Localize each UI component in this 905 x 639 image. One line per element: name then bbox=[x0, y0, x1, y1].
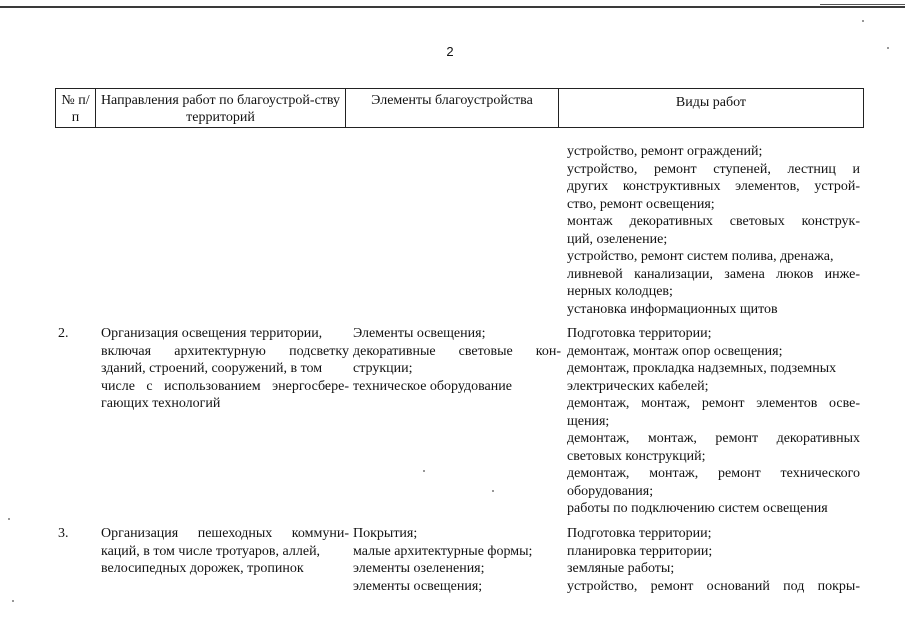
top-border-line bbox=[0, 6, 905, 8]
text-line: декоративные световые кон- bbox=[353, 343, 561, 359]
text-line: демонтаж, монтаж опор освещения; bbox=[567, 343, 783, 359]
text-line: световых конструкций; bbox=[567, 448, 706, 464]
row-3-direction bbox=[101, 525, 349, 578]
text-line: велосипедных дорожек, тропинок bbox=[101, 561, 304, 576]
text-line: демонтаж, монтаж, ремонт декоративных bbox=[567, 431, 860, 446]
row-2-works bbox=[567, 325, 860, 518]
text-line: устройство, ремонт систем полива, дренажа, bbox=[567, 249, 834, 264]
header-works bbox=[559, 89, 864, 128]
scan-speck bbox=[862, 20, 864, 22]
text-line: земляные работы; bbox=[567, 561, 675, 576]
scan-speck bbox=[8, 518, 10, 520]
row-2-number: 2. bbox=[58, 326, 69, 341]
text-line: устройство, ремонт ступеней, лестниц и bbox=[567, 161, 860, 177]
text-line: ций, озеленение; bbox=[567, 231, 668, 247]
text-line: струкции; bbox=[353, 361, 413, 376]
scan-speck bbox=[887, 47, 889, 49]
scan-speck bbox=[12, 600, 14, 602]
text-line: зданий, строений, сооружений, в том bbox=[101, 361, 323, 376]
text-line: Покрытия; bbox=[353, 526, 418, 541]
text-line: электрических кабелей; bbox=[567, 378, 709, 394]
text-line: демонтаж, монтаж, ремонт элементов осве- bbox=[567, 396, 860, 411]
text-line: Организация освещения территории, bbox=[101, 326, 323, 341]
text-line: Организация пешеходных коммуни- bbox=[101, 526, 349, 541]
text-line: элементы озеленения; bbox=[353, 561, 485, 576]
page-number: 2 bbox=[446, 44, 454, 59]
text-line: монтаж декоративных световых конструк- bbox=[567, 214, 860, 229]
row-3-works bbox=[567, 525, 860, 595]
text-line: демонтаж, прокладка надземных, подземных bbox=[567, 361, 837, 376]
text-line: элементы освещения; bbox=[353, 578, 483, 594]
header-elements-label: Элементы благоустройства bbox=[371, 93, 533, 108]
row-1-works bbox=[567, 143, 860, 318]
text-line: щения; bbox=[567, 413, 610, 429]
text-line: Элементы освещения; bbox=[353, 326, 486, 341]
top-border-line-right bbox=[820, 4, 905, 5]
text-line: устройство, ремонт оснований под покры- bbox=[567, 578, 860, 594]
text-line: техническое оборудование bbox=[353, 378, 512, 394]
text-line: демонтаж, монтаж, ремонт технического bbox=[567, 466, 860, 481]
header-direction-label: Направления работ по благоустрой-ству территорий bbox=[100, 93, 341, 125]
text-line: каций, в том числе тротуаров, аллей, bbox=[101, 543, 321, 559]
text-line: работы по подключению систем освещения bbox=[567, 501, 828, 516]
header-elements bbox=[346, 89, 559, 128]
text-line: Подготовка территории; bbox=[567, 526, 712, 541]
row-3-elements bbox=[353, 525, 561, 595]
scan-speck bbox=[492, 490, 494, 492]
text-line: включая архитектурную подсветку bbox=[101, 343, 349, 359]
scan-speck bbox=[423, 470, 425, 472]
table-header bbox=[55, 88, 864, 128]
text-line: нерных колодцев; bbox=[567, 284, 673, 299]
header-num-label: № п/п bbox=[61, 93, 90, 125]
text-line: устройство, ремонт ограждений; bbox=[567, 144, 763, 159]
text-line: оборудования; bbox=[567, 483, 654, 499]
text-line: установка информационных щитов bbox=[567, 301, 778, 317]
text-line: Подготовка территории; bbox=[567, 326, 712, 341]
row-3-number: 3. bbox=[58, 526, 69, 541]
text-line: гающих технологий bbox=[101, 396, 221, 411]
text-line: малые архитектурные формы; bbox=[353, 543, 533, 559]
row-2-elements bbox=[353, 325, 561, 395]
header-direction bbox=[96, 89, 346, 128]
row-2-direction bbox=[101, 325, 349, 413]
header-num bbox=[56, 89, 96, 128]
text-line: ство, ремонт освещения; bbox=[567, 196, 715, 212]
text-line: числе с использованием энергосбере- bbox=[101, 378, 349, 394]
header-works-label: Виды работ bbox=[675, 95, 747, 110]
text-line: ливневой канализации, замена люков инже- bbox=[567, 266, 860, 282]
text-line: других конструктивных элементов, устрой- bbox=[567, 179, 860, 194]
text-line: планировка территории; bbox=[567, 543, 713, 559]
